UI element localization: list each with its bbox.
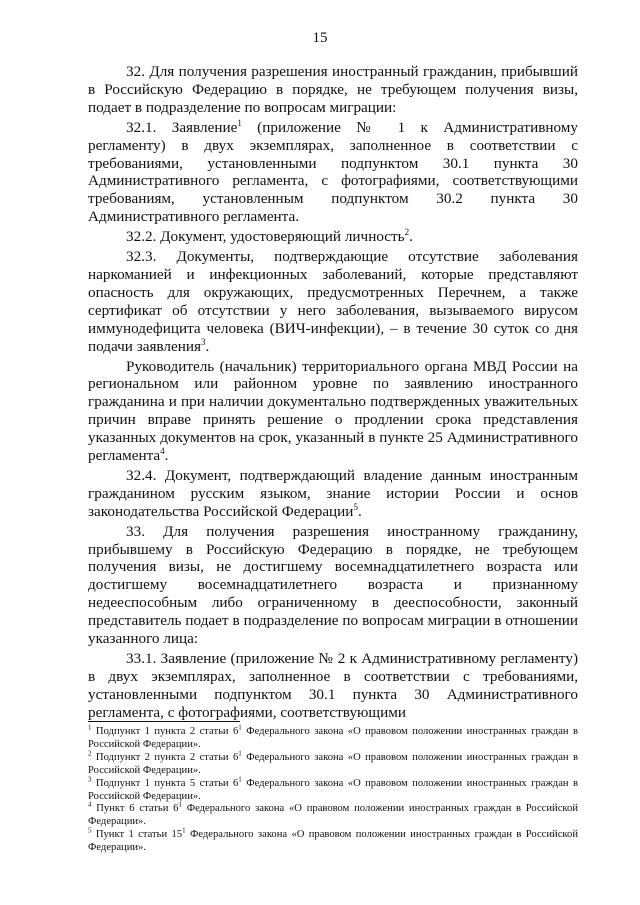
footnotes xyxy=(88,723,578,855)
paragraph-32-4: 32.4. Документ, подтверждающий владение данным иностранным гражданином русским языком, знание истории России и основ законодательства Российской Федерации$^5$. xyxy=(88,466,578,520)
paragraph-head-extension: Руководитель (начальник) территориального органа МВД России на региональном или районном уровне по заявлению иностранного гражданина и при наличии документально подтвержденных уважительных причин вправе принять решение о продлении срока представления указанных документов на срок, указанный в пункте 25 Административного регламента$^4$. xyxy=(88,357,578,465)
paragraph-32: 32. Для получения разрешения иностранный гражданин, прибывший в Российскую Федерацию в порядке, не требующем получения визы, подает в подразделение по вопросам миграции: xyxy=(88,63,578,116)
paragraph-32-2: 32.2. Документ, удостоверяющий личность$^2$. xyxy=(126,227,413,246)
paragraph-33: 33. Для получения разрешения иностранному гражданину, прибывшему в Российскую Федерацию в порядке, не требующем получения визы, не достигшему восемнадцатилетнего возраста или достигшему восемнадцатилетнего возраста и признанному недееспособным либо ограниченному в дееспособности, законный представитель подает в подразделение по вопросам миграции в отношении указанного лица: xyxy=(88,522,578,648)
paragraph-32-1: 32.1. Заявление$^1$ (приложение № 1 к Административному регламенту) в двух экземплярах, заполненное в соответствии с требованиями, установленными подпунктом 30.1 пункта 30 Административного регламента, с фотографиями, соответствующими требованиям, установленным подпунктом 30.2 пункта 30 Административного регламента. xyxy=(88,117,579,226)
footnote-ref[interactable]: 2 xyxy=(404,227,410,238)
footnote-5: $^5$ Пункт 1 статьи $15^1$ Федерального закона «О правовом положении иностранных граждан в Российской Федерации». xyxy=(88,826,578,854)
footnote-ref[interactable]: 5 xyxy=(353,501,358,512)
footnote-separator xyxy=(88,721,240,722)
footnote-4: $^4$ Пункт 6 статьи $6^1$ Федерального закона «О правовом положении иностранных граждан в Российской Федерации». xyxy=(88,800,578,828)
footnote-ref[interactable]: 3 xyxy=(200,336,206,347)
footnote-ref[interactable]: 4 xyxy=(160,445,165,456)
footnote-2: $^2$ Подпункт 2 пункта 2 статьи $6^1$ Федерального закона «О правовом положении иностранных граждан в Российской Федерации». xyxy=(88,749,578,776)
footnote-ref[interactable]: 1 xyxy=(237,117,242,128)
page-number: 15 xyxy=(312,30,328,46)
paragraph-33-1: 33.1. Заявление (приложение № 2 к Административному регламенту) в двух экземплярах, заполненное в соответствии с требованиями, установленными подпунктом 30.1 пункта 30 Административного регламента, с фотографиями, соответствующими xyxy=(88,650,578,721)
document-body xyxy=(88,63,578,724)
paragraph-32-3: 32.3. Документы, подтверждающие отсутствие заболевания наркоманией и инфекционных заболеваний, которые представляют опасность для окружающих, предусмотренных Перечнем, а также сертификат об отсутствии у него заболевания, вызываемого вирусом иммунодефицита человека (ВИЧ-инфекции), – в течение 30 суток со дня подачи заявления$^3$. xyxy=(88,248,578,355)
footnote-1: $^1$ Подпункт 1 пункта 2 статьи $6^1$ Федерального закона «О правовом положении иностранных граждан в Российской Федерации». xyxy=(88,723,578,750)
footnote-3: $^3$ Подпункт 1 пункта 5 статьи $6^1$ Федерального закона «О правовом положении иностранных граждан в Российской Федерации». xyxy=(88,775,578,802)
